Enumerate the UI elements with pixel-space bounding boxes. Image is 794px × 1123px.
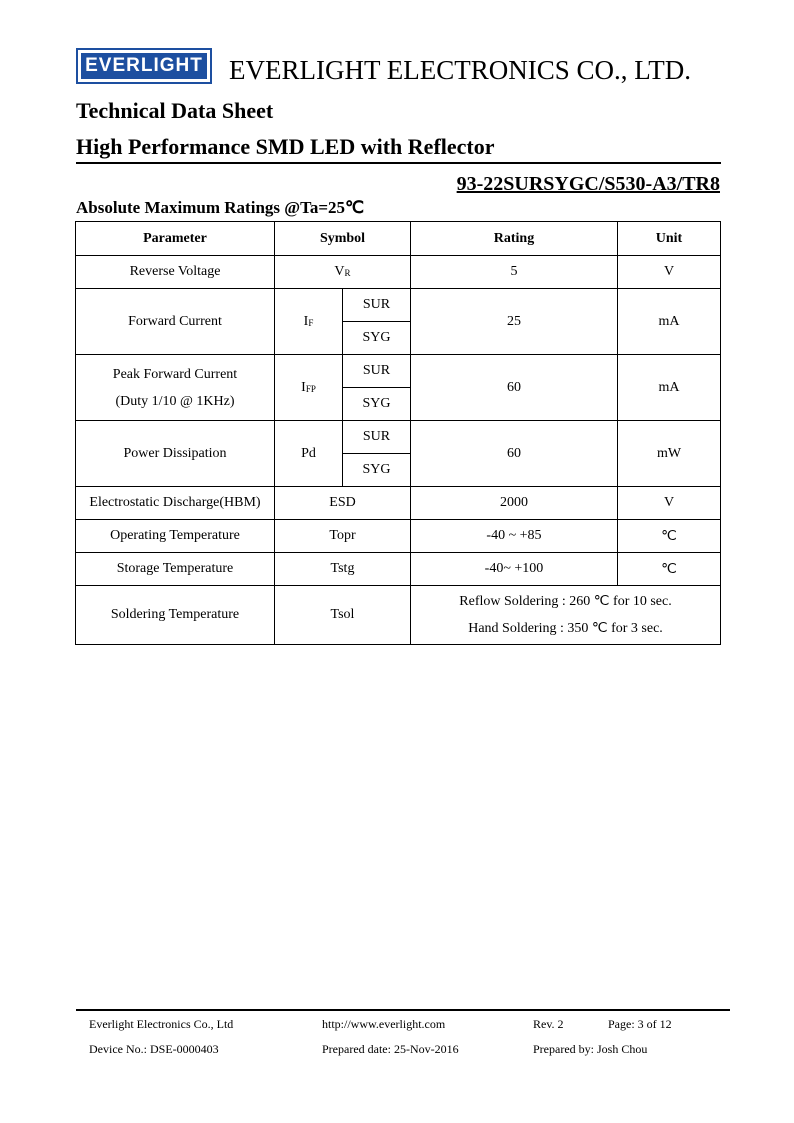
unit-cell: ℃ xyxy=(618,520,721,553)
part-number: 93-22SURSYGC/S530-A3/TR8 xyxy=(456,173,720,195)
ratings-table xyxy=(75,221,721,645)
symbol-cell: Tstg xyxy=(275,553,411,586)
section-title: Absolute Maximum Ratings @Ta=25℃ xyxy=(76,198,365,217)
table-row xyxy=(76,421,721,454)
table-row xyxy=(76,520,721,553)
param-cell: Power Dissipation xyxy=(76,421,275,487)
chip-cell: SYG xyxy=(343,322,411,355)
param-cell: Forward Current xyxy=(76,289,275,355)
param-cell: Electrostatic Discharge(HBM) xyxy=(76,487,275,520)
footer-url: http://www.everlight.com xyxy=(322,1017,446,1031)
unit-cell: mW xyxy=(618,421,721,487)
table-row xyxy=(76,289,721,322)
param-cell: Storage Temperature xyxy=(76,553,275,586)
footer-prepared-date: Prepared date: 25-Nov-2016 xyxy=(322,1042,459,1056)
doc-title: Technical Data Sheet xyxy=(76,98,274,123)
rating-cell: -40~ +100 xyxy=(411,553,618,586)
rating-cell: 2000 xyxy=(411,487,618,520)
company-name: EVERLIGHT ELECTRONICS CO., LTD. xyxy=(229,55,691,85)
rating-cell: 25 xyxy=(411,289,618,355)
chip-cell: SUR xyxy=(343,355,411,388)
unit-cell: V xyxy=(618,487,721,520)
table-row xyxy=(76,553,721,586)
unit-cell: V xyxy=(618,256,721,289)
everlight-logo xyxy=(76,48,212,84)
table-row xyxy=(76,256,721,289)
table-row xyxy=(76,586,721,645)
header-symbol: Symbol xyxy=(275,222,411,256)
header-rating: Rating xyxy=(411,222,618,256)
unit-cell: mA xyxy=(618,355,721,421)
chip-cell: SYG xyxy=(343,388,411,421)
param-cell: Peak Forward Current (Duty 1/10 @ 1KHz) xyxy=(76,355,275,421)
symbol-cell: $V_R$ xyxy=(275,256,411,289)
footer-page: Page: 3 of 12 xyxy=(608,1017,672,1031)
param-cell: Operating Temperature xyxy=(76,520,275,553)
header-unit: Unit xyxy=(618,222,721,256)
table-row xyxy=(76,487,721,520)
logo-text: EVERLIGHT xyxy=(81,53,207,79)
chip-cell: SUR xyxy=(343,421,411,454)
rating-cell: 60 xyxy=(411,355,618,421)
unit-cell: mA xyxy=(618,289,721,355)
unit-cell: ℃ xyxy=(618,553,721,586)
header-parameter: Parameter xyxy=(76,222,275,256)
footer-prepared-by: Prepared by: Josh Chou xyxy=(533,1042,648,1056)
rating-cell: 60 xyxy=(411,421,618,487)
footer-company: Everlight Electronics Co., Ltd xyxy=(89,1017,234,1031)
chip-cell: SYG xyxy=(343,454,411,487)
product-title: High Performance SMD LED with Reflector xyxy=(76,134,495,159)
footer-divider xyxy=(76,1009,730,1011)
param-cell: Reverse Voltage xyxy=(76,256,275,289)
symbol-cell: ESD xyxy=(275,487,411,520)
symbol-cell: Tsol xyxy=(275,586,411,645)
rating-cell: -40 ~ +85 xyxy=(411,520,618,553)
rating-cell: Reflow Soldering : 260 ℃ for 10 sec. Hand Soldering : 350 ℃ for 3 sec. xyxy=(411,586,721,645)
param-cell: Soldering Temperature xyxy=(76,586,275,645)
footer-rev: Rev. 2 xyxy=(533,1017,564,1031)
table-row xyxy=(76,355,721,388)
table-header-row xyxy=(76,222,721,256)
symbol-cell: $I_{FP}$ xyxy=(275,355,343,421)
chip-cell: SUR xyxy=(343,289,411,322)
symbol-cell: $I_F$ xyxy=(275,289,343,355)
footer-device: Device No.: DSE-0000403 xyxy=(89,1042,219,1056)
symbol-cell: Topr xyxy=(275,520,411,553)
rating-cell: 5 xyxy=(411,256,618,289)
header-divider xyxy=(76,162,721,164)
symbol-cell: Pd xyxy=(275,421,343,487)
